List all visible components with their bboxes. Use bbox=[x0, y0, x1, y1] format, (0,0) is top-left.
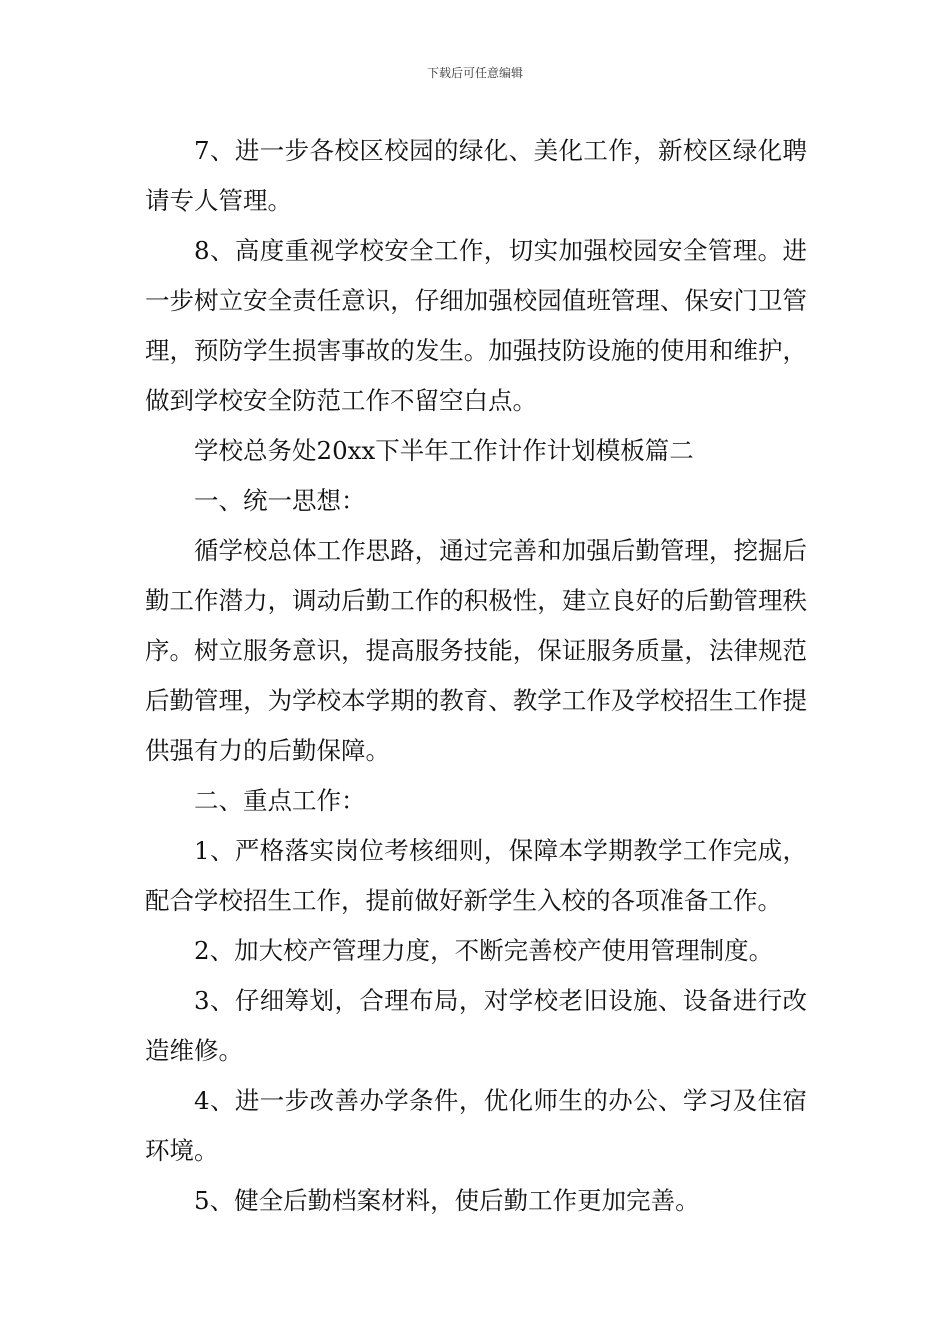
list-item: 5、健全后勤档案材料，使后勤工作更加完善。 bbox=[194, 1186, 700, 1215]
list-item: 2、加大校产管理力度，不断完善校产使用管理制度。 bbox=[194, 936, 774, 965]
page-header: 下载后可任意编辑 bbox=[426, 66, 523, 80]
section-heading: 二、重点工作： bbox=[194, 786, 366, 815]
list-item: 4、进一步改善办学条件，优化师生的办公、学习及住宿环境。 bbox=[145, 1086, 807, 1165]
section-heading: 一、统一思想： bbox=[194, 486, 366, 515]
list-item: 3、仔细筹划，合理布局，对学校老旧设施、设备进行改造维修。 bbox=[145, 986, 807, 1065]
document-body bbox=[145, 126, 807, 1226]
paragraph: 8、高度重视学校安全工作，切实加强校园安全管理。进一步树立安全责任意识，仔细加强校园值班管理、保安门卫管理，预防学生损害事故的发生。加强技防设施的使用和维护，做到学校安全防范工作不留空白点。 bbox=[145, 236, 807, 415]
section-title: 学校总务处20xx下半年工作计作计划模板篇二 bbox=[194, 436, 694, 465]
list-item: 1、严格落实岗位考核细则，保障本学期教学工作完成，配合学校招生工作，提前做好新学生入校的各项准备工作。 bbox=[145, 836, 807, 915]
paragraph: 7、进一步各校区校园的绿化、美化工作，新校区绿化聘请专人管理。 bbox=[145, 136, 807, 215]
paragraph: 循学校总体工作思路，通过完善和加强后勤管理，挖掘后勤工作潜力，调动后勤工作的积极性，建立良好的后勤管理秩序。树立服务意识，提高服务技能，保证服务质量，法律规范后勤管理，为学校本学期的教育、教学工作及学校招生工作提供强有力的后勤保障。 bbox=[145, 536, 807, 765]
